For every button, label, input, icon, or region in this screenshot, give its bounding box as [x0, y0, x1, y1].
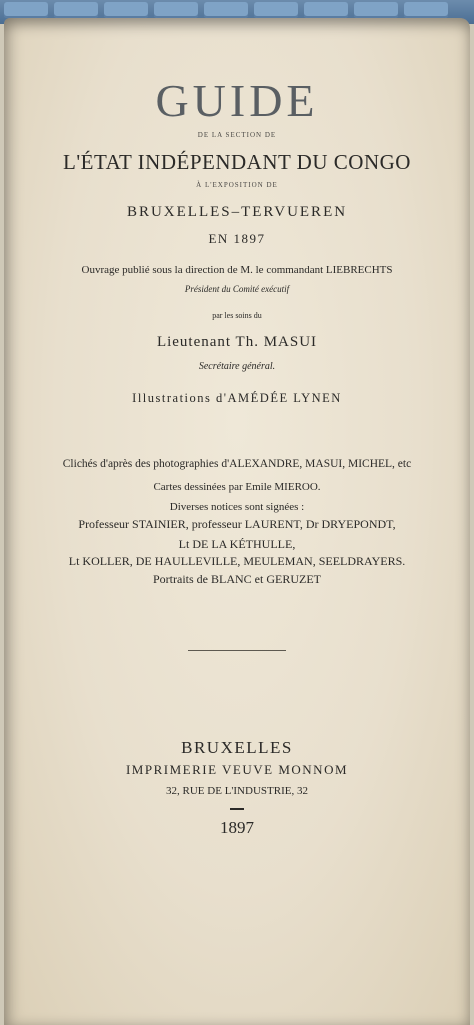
publisher-address: 32, RUE DE L'INDUSTRIE, 32: [166, 785, 308, 797]
secretary-line: Secrétaire général.: [198, 361, 276, 372]
divider-rule: [188, 650, 286, 651]
keyboard-key: [404, 2, 448, 18]
direction-line: Ouvrage publié sous la direction de M. le commandant LIEBRECHTS: [81, 264, 393, 276]
maps-line: Cartes dessinées par Emile MIEROO.: [153, 481, 321, 493]
publisher-city: BRUXELLES: [181, 738, 293, 757]
publisher-name: IMPRIMERIE VEUVE MONNOM: [125, 762, 349, 777]
portraits-line: Portraits de BLANC et GERUZET: [153, 572, 321, 586]
keyboard-key: [304, 2, 348, 18]
kethulle-line: Lt DE LA KÉTHULLE,: [178, 537, 296, 551]
year-divider: [230, 808, 244, 810]
cliches-line: Clichés d'après des photographies d'ALEXANDRE, MASUI, MICHEL, etc: [62, 458, 412, 470]
city-heading: BRUXELLES–TERVUEREN: [126, 204, 348, 220]
keyboard-key: [254, 2, 298, 18]
year-heading: EN 1897: [208, 231, 266, 246]
section-caption: DE LA SECTION DE: [197, 131, 277, 139]
state-heading: L'ÉTAT INDÉPENDANT DU CONGO: [63, 150, 411, 174]
publication-year: 1897: [220, 818, 254, 837]
professors-line: Professeur STAINIER, professeur LAURENT, Dr DRYEPONDT,: [78, 517, 396, 531]
book-title: GUIDE: [155, 75, 319, 126]
keyboard-key: [4, 2, 48, 18]
koller-line: Lt KOLLER, DE HAULLEVILLE, MEULEMAN, SEELDRAYERS.: [68, 554, 406, 568]
keyboard-key: [204, 2, 248, 18]
illustrations-line: Illustrations d'AMÉDÉE LYNEN: [132, 391, 342, 405]
keyboard-key: [54, 2, 98, 18]
notices-line: Diverses notices sont signées :: [169, 501, 305, 513]
lieutenant-name: Lieutenant Th. MASUI: [156, 334, 318, 350]
soins-line: par les soins du: [212, 311, 262, 320]
keyboard-key: [354, 2, 398, 18]
exposition-caption: À L'EXPOSITION DE: [196, 181, 278, 189]
keyboard-key: [104, 2, 148, 18]
keyboard-key: [154, 2, 198, 18]
president-line: Président du Comité exécutif: [184, 284, 290, 294]
